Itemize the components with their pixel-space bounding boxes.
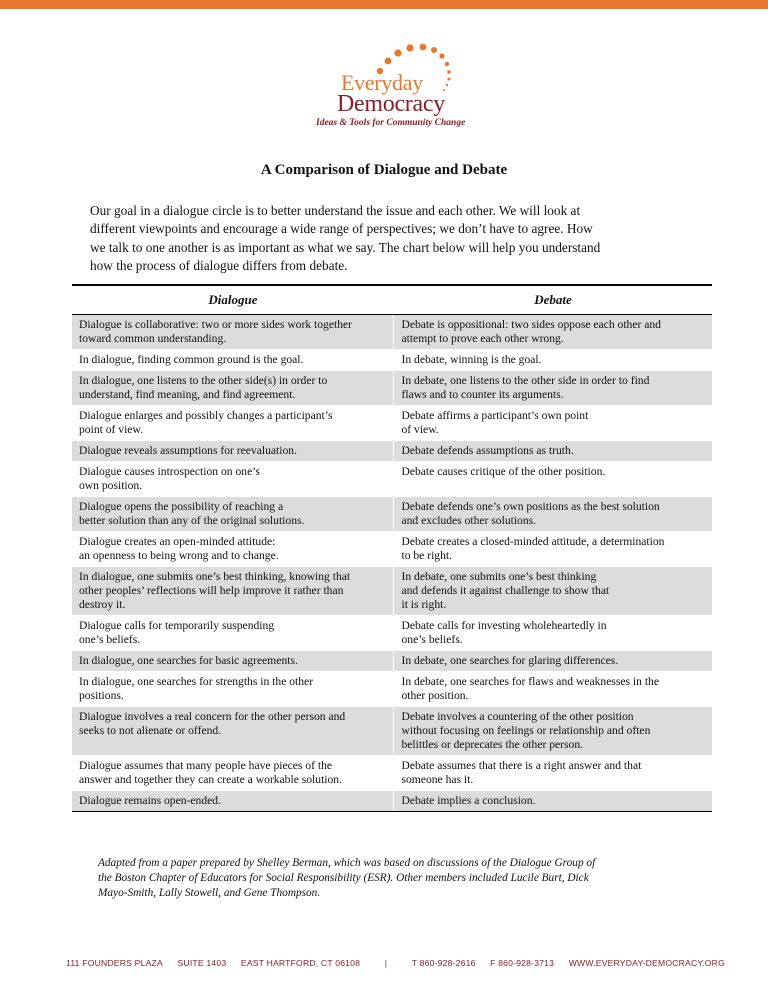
cell-line: and defends it against challenge to show that <box>401 584 610 597</box>
cell-line: Debate defends one’s own positions as the best solution <box>401 500 660 513</box>
cell-line: Debate affirms a participant’s own point <box>401 409 589 422</box>
cell-line: Dialogue calls for temporarily suspending <box>79 619 275 632</box>
logo-word-everyday: Everyday <box>341 70 423 95</box>
cell-line: Debate defends assumptions as truth. <box>401 444 574 457</box>
debate-cell <box>394 371 712 406</box>
cell-line: Debate involves a countering of the other position <box>401 710 634 723</box>
cell-line: understand, find meaning, and find agreement. <box>79 388 296 401</box>
dialogue-cell <box>72 791 394 812</box>
cell-line: and excludes other solutions. <box>401 514 537 527</box>
cell-line: In debate, winning is the goal. <box>401 353 542 366</box>
cell-line: flaws and to counter its arguments. <box>401 388 564 401</box>
cell-line: belittles or deprecates the other person. <box>401 738 584 751</box>
cell-line: attempt to prove each other wrong. <box>401 332 564 345</box>
dialogue-cell <box>72 497 394 532</box>
table-row <box>72 371 712 406</box>
cell-line: Debate assumes that there is a right answer and that <box>401 759 642 772</box>
cell-line: other peoples’ reflections will help improve it rather than <box>79 584 344 597</box>
debate-cell <box>394 791 712 812</box>
debate-cell <box>394 441 712 462</box>
debate-cell <box>394 756 712 791</box>
cell-line: Dialogue reveals assumptions for reevaluation. <box>79 444 297 457</box>
dialogue-cell <box>72 567 394 616</box>
cell-line: In debate, one searches for glaring differences. <box>401 654 619 667</box>
table-row <box>72 350 712 371</box>
table-row <box>72 567 712 616</box>
footer-separator: | <box>384 958 388 968</box>
table-row <box>72 315 712 350</box>
intro-paragraph <box>90 202 690 276</box>
credit-line: Mayo-Smith, Lally Stowell, and Gene Thompson. <box>98 887 321 900</box>
debate-cell <box>394 462 712 497</box>
cell-line: one’s beliefs. <box>401 633 463 646</box>
credit-line: the Boston Chapter of Educators for Social Responsibility (ESR). Other members included Lucile Burt, Dick <box>98 872 589 885</box>
table-row <box>72 532 712 567</box>
comparison-table <box>72 284 712 812</box>
debate-cell <box>394 350 712 371</box>
cell-line: In dialogue, one searches for basic agreements. <box>79 654 298 667</box>
cell-line: Debate calls for investing wholeheartedly in <box>401 619 607 632</box>
intro-line: we talk to one another is as important as what we say. The chart below will help you understand <box>90 239 601 255</box>
table-row <box>72 651 712 672</box>
intro-line: different viewpoints and encourage a wide range of perspectives; we don’t have to agree. How <box>90 221 593 237</box>
debate-cell <box>394 567 712 616</box>
intro-line: how the process of dialogue differs from debate. <box>90 258 348 274</box>
debate-cell <box>394 616 712 651</box>
column-header-dialogue: Dialogue <box>72 285 394 315</box>
dialogue-cell <box>72 672 394 707</box>
footer-address-city: EAST HARTFORD, CT 06108 <box>240 958 361 968</box>
dialogue-cell <box>72 406 394 441</box>
debate-cell <box>394 406 712 441</box>
footer-fax: F 860-928-3713 <box>490 958 555 968</box>
cell-line: positions. <box>79 689 124 702</box>
cell-line: In dialogue, one searches for strengths in the other <box>79 675 314 688</box>
cell-line: to be right. <box>401 549 453 562</box>
cell-line: it is right. <box>401 598 447 611</box>
dialogue-cell <box>72 616 394 651</box>
cell-line: an openness to being wrong and to change. <box>79 549 279 562</box>
cell-line: Dialogue assumes that many people have pieces of the <box>79 759 333 772</box>
cell-line: of view. <box>401 423 439 436</box>
cell-line: Dialogue opens the possibility of reaching a <box>79 500 284 513</box>
document-title: A Comparison of Dialogue and Debate <box>260 162 508 178</box>
table-row <box>72 497 712 532</box>
cell-line: Debate is oppositional: two sides oppose each other and <box>401 318 661 331</box>
top-accent-bar <box>0 0 768 9</box>
debate-cell <box>394 315 712 350</box>
table-row <box>72 756 712 791</box>
cell-line: In debate, one searches for flaws and weaknesses in the <box>401 675 660 688</box>
cell-line: own position. <box>79 479 143 492</box>
dialogue-cell <box>72 651 394 672</box>
dialogue-cell <box>72 350 394 371</box>
dialogue-cell <box>72 371 394 406</box>
dialogue-cell <box>72 441 394 462</box>
source-credit <box>98 856 678 902</box>
column-header-debate: Debate <box>394 285 712 315</box>
cell-line: one’s beliefs. <box>79 633 141 646</box>
footer-address-street: 111 FOUNDERS PLAZA <box>66 958 163 968</box>
cell-line: In dialogue, finding common ground is the goal. <box>79 353 304 366</box>
logo-word-democracy: Democracy <box>337 91 445 117</box>
dialogue-cell <box>72 532 394 567</box>
cell-line: In dialogue, one submits one’s best thinking, knowing that <box>79 570 351 583</box>
cell-line: In debate, one listens to the other side in order to find <box>401 374 650 387</box>
debate-cell <box>394 651 712 672</box>
cell-line: seeks to not alienate or offend. <box>79 724 222 737</box>
cell-line: other position. <box>401 689 469 702</box>
cell-line: Debate implies a conclusion. <box>401 794 536 807</box>
cell-line: Dialogue creates an open-minded attitude: <box>79 535 276 548</box>
table-row <box>72 791 712 812</box>
table-header-row <box>72 285 712 315</box>
table-row <box>72 406 712 441</box>
cell-line: Dialogue is collaborative: two or more sides work together <box>79 318 353 331</box>
cell-line: better solution than any of the original solutions. <box>79 514 305 527</box>
table-row <box>72 707 712 756</box>
cell-line: Dialogue remains open-ended. <box>79 794 221 807</box>
table-row <box>72 441 712 462</box>
cell-line: point of view. <box>79 423 143 436</box>
cell-line: without focusing on feelings or relationship and often <box>401 724 651 737</box>
footer-phone: T 860-928-2616 <box>411 958 476 968</box>
debate-cell <box>394 532 712 567</box>
footer-contact <box>66 958 726 968</box>
table-row <box>72 672 712 707</box>
table-row <box>72 462 712 497</box>
cell-line: toward common understanding. <box>79 332 227 345</box>
footer-website-link[interactable]: WWW.EVERYDAY-DEMOCRACY.ORG <box>568 958 725 968</box>
dialogue-cell <box>72 756 394 791</box>
footer-address-suite: SUITE 1403 <box>177 958 227 968</box>
table-body <box>72 315 712 812</box>
dialogue-cell <box>72 315 394 350</box>
cell-line: destroy it. <box>79 598 126 611</box>
cell-line: Dialogue causes introspection on one’s <box>79 465 260 478</box>
cell-line: answer and together they can create a workable solution. <box>79 773 343 786</box>
intro-line: Our goal in a dialogue circle is to better understand the issue and each other. We will look at <box>90 203 581 218</box>
debate-cell <box>394 707 712 756</box>
credit-line: Adapted from a paper prepared by Shelley Berman, which was based on discussions of the Dialogue Group of <box>98 857 596 869</box>
dialogue-cell <box>72 707 394 756</box>
cell-line: someone has it. <box>401 773 474 786</box>
cell-line: Debate causes critique of the other position. <box>401 465 606 478</box>
cell-line: In dialogue, one listens to the other side(s) in order to <box>79 374 328 387</box>
dialogue-cell <box>72 462 394 497</box>
cell-line: Dialogue enlarges and possibly changes a participant’s <box>79 409 333 422</box>
table-row <box>72 616 712 651</box>
cell-line: Debate creates a closed-minded attitude, a determination <box>401 535 665 548</box>
everyday-democracy-logo <box>316 42 486 132</box>
debate-cell <box>394 497 712 532</box>
debate-cell <box>394 672 712 707</box>
logo-tagline: Ideas & Tools for Community Change <box>316 118 466 128</box>
cell-line: In debate, one submits one’s best thinking <box>401 570 597 583</box>
cell-line: Dialogue involves a real concern for the other person and <box>79 710 346 723</box>
